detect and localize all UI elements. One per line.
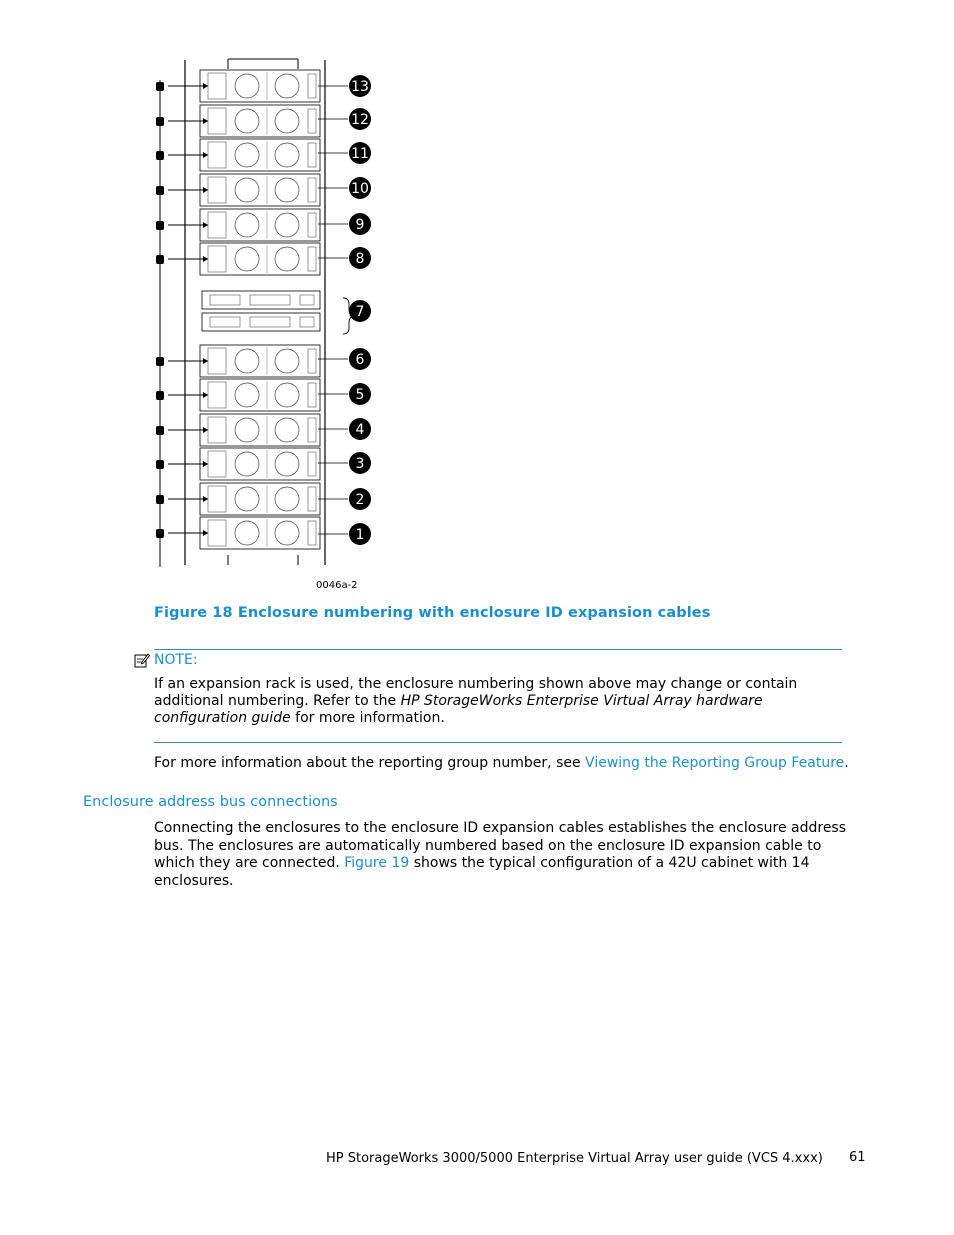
note-label: NOTE:	[154, 652, 198, 668]
callout-label: 5	[355, 387, 365, 403]
callout-label: 7	[355, 304, 365, 320]
callout-label: 11	[351, 146, 369, 162]
note-top-rule	[154, 649, 842, 650]
drive-enclosure	[200, 243, 320, 275]
drive-enclosure	[200, 139, 320, 171]
note-bottom-rule	[154, 742, 842, 743]
drive-enclosure	[200, 517, 320, 549]
reporting-group-link[interactable]: Viewing the Reporting Group Feature	[585, 755, 845, 771]
note-pencil-icon	[134, 652, 150, 668]
callout-label: 12	[351, 112, 369, 128]
note-body	[154, 676, 844, 727]
section-paragraph	[154, 820, 859, 890]
drive-enclosure	[200, 70, 320, 102]
section-heading: Enclosure address bus connections	[83, 794, 338, 810]
callout-label: 10	[351, 181, 369, 197]
drive-enclosure	[200, 209, 320, 241]
drive-enclosure	[200, 448, 320, 480]
section-text-2: shows the typical configuration of a 42U cabinet with 14 enclosures.	[154, 855, 810, 889]
drive-enclosure	[200, 174, 320, 206]
callout-label: 3	[355, 456, 365, 472]
controller-enclosure	[202, 313, 320, 331]
drive-enclosure	[200, 483, 320, 515]
para1-before: For more information about the reporting group number, see	[154, 755, 586, 771]
note-text-before: If an expansion rack is used, the enclosure numbering shown above may change or contain additional numbering. Refer to the	[154, 676, 798, 709]
callout-label: 13	[351, 79, 369, 95]
page-number: 61	[849, 1150, 866, 1165]
figure-19-link[interactable]: Figure 19	[344, 855, 410, 871]
callout-label: 8	[355, 251, 365, 267]
footer-title: HP StorageWorks 3000/5000 Enterprise Virtual Array user guide (VCS 4.xxx)	[326, 1151, 823, 1166]
figure-caption: Figure 18 Enclosure numbering with enclosure ID expansion cables	[154, 605, 711, 621]
note-header	[134, 652, 198, 668]
reporting-group-paragraph	[154, 754, 849, 772]
callout-label: 9	[355, 217, 365, 233]
rack-diagram	[150, 55, 390, 570]
callout-label: 1	[355, 527, 365, 543]
callout-label: 6	[355, 352, 365, 368]
para1-after: .	[844, 755, 849, 771]
drive-enclosure	[200, 379, 320, 411]
drive-enclosure	[200, 345, 320, 377]
callout-label: 2	[355, 492, 365, 508]
section-text-1: Connecting the enclosures to the enclosure ID expansion cables establishes the enclosure address bus. The enclosures are automatically numbered based on the enclosure ID expansion cable to which they are connected.	[154, 820, 847, 871]
drive-enclosure	[200, 105, 320, 137]
callout-label: 4	[355, 422, 365, 438]
note-text-italic: HP StorageWorks Enterprise Virtual Array hardware configuration guide	[154, 693, 763, 726]
controller-enclosure	[202, 291, 320, 309]
note-text-after: for more information.	[290, 710, 445, 726]
drive-enclosure	[200, 414, 320, 446]
figure-id: 0046a-2	[316, 580, 358, 591]
